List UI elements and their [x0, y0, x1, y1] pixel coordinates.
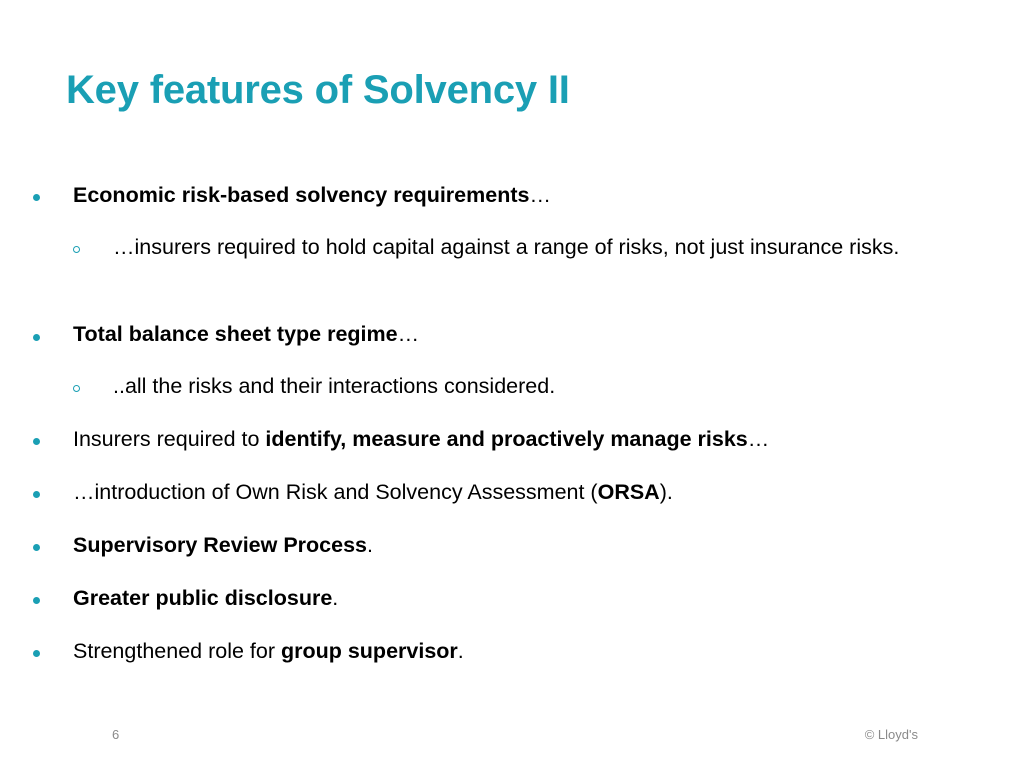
bullet-text-run: …	[747, 427, 770, 451]
bullet-text	[113, 235, 899, 259]
bullet-text-run: .	[367, 533, 373, 557]
bullet-text-run: .	[457, 639, 464, 663]
sub-bullet-item	[113, 230, 913, 265]
slide-title: Key features of Solvency II	[66, 68, 570, 112]
filled-dot-icon	[33, 650, 40, 657]
filled-dot-icon	[33, 597, 40, 604]
bullet-text-bold: ORSA	[597, 480, 660, 504]
filled-dot-icon	[33, 194, 40, 201]
bullet-item	[73, 178, 953, 213]
filled-dot-icon	[33, 334, 40, 341]
bullet-text-run: ..all the risks and their interactions considered.	[113, 374, 556, 398]
bullet-item	[73, 634, 953, 669]
filled-dot-icon	[33, 491, 40, 498]
sub-bullet-item	[113, 369, 913, 404]
bullet-text	[73, 586, 338, 610]
bullet-item	[73, 581, 953, 616]
bullet-text	[73, 639, 464, 663]
bullet-text-bold: Greater public disclosure	[73, 586, 333, 610]
filled-dot-icon	[33, 544, 40, 551]
bullet-text	[73, 427, 769, 451]
filled-dot-icon	[33, 438, 40, 445]
bullet-text-bold: Total balance sheet type regime	[73, 322, 398, 346]
bullet-item	[73, 528, 953, 563]
bullet-text-run: …	[529, 183, 551, 207]
bullet-text-run: …	[397, 322, 420, 346]
bullet-text	[73, 533, 373, 557]
bullet-text	[73, 183, 551, 207]
bullet-item	[73, 475, 953, 510]
bullet-text-bold: Supervisory Review Process	[73, 533, 367, 557]
hollow-ring-icon	[73, 385, 80, 392]
bullet-text-run: Strengthened role for	[73, 639, 281, 663]
bullet-text-run: .	[332, 586, 339, 610]
hollow-ring-icon	[73, 246, 80, 253]
bullet-text-run: …introduction of Own Risk and Solvency Assessment (	[73, 480, 598, 504]
bullet-text	[73, 322, 419, 346]
bullet-text-run: Insurers required to	[73, 427, 266, 451]
bullet-text-run: ).	[659, 480, 673, 504]
copyright-notice: © Lloyd's	[864, 727, 918, 742]
bullet-item	[73, 422, 953, 457]
bullet-text	[73, 480, 673, 504]
bullet-text-run: …insurers required to hold capital against a range of risks, not just insurance risks.	[113, 235, 900, 259]
page-number: 6	[112, 727, 120, 742]
bullet-text-bold: Economic risk-based solvency requirements	[73, 183, 530, 207]
bullet-text	[113, 374, 555, 398]
bullet-text-bold: identify, measure and proactively manage risks	[265, 427, 748, 451]
bullet-item	[73, 317, 953, 352]
bullet-text-bold: group supervisor	[280, 639, 458, 663]
